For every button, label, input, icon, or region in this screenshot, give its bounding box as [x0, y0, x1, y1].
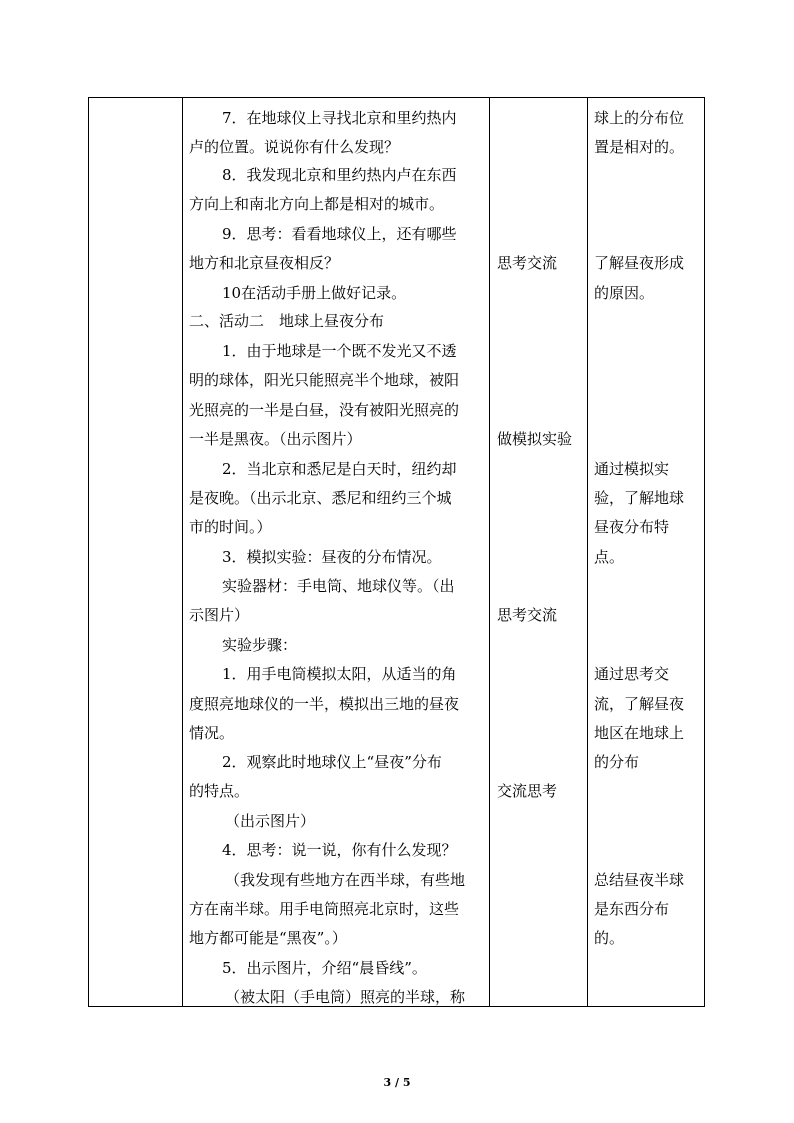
purpose-text: 通过模拟实 [594, 460, 670, 478]
purpose-text: 的分布 [594, 753, 640, 771]
text-line: 1．用手电筒模拟太阳，从适当的角 [222, 665, 457, 683]
text-line: 7．在地球仪上寻找北京和里约热内 [222, 109, 457, 127]
text-line: 2．观察此时地球仪上“昼夜”分布 [222, 753, 442, 771]
activity-text: 交流思考 [497, 782, 558, 800]
text-line: 地方和北京昼夜相反？ [189, 254, 340, 272]
text-line: 明的球体，阳光只能照亮半个地球，被阳 [189, 371, 460, 389]
purpose-text: 验，了解地球 [594, 489, 685, 507]
purpose-text: 通过思考交 [594, 665, 670, 683]
text-line: 10在活动手册上做好记录。 [222, 284, 407, 302]
text-line: （出示图片） [225, 812, 316, 830]
purpose-text: 了解昼夜形成 [594, 254, 685, 272]
text-line: 5．出示图片，介绍“晨昏线”。 [222, 959, 427, 977]
purpose-text: 是东西分布 [594, 900, 670, 918]
purpose-text: 流，了解昼夜 [594, 695, 685, 713]
text-line: 4．思考：说一说，你有什么发现？ [222, 841, 457, 859]
text-line: 光照亮的一半是白昼，没有被阳光照亮的 [189, 401, 460, 419]
column-divider [489, 98, 490, 1006]
text-line: 情况。 [189, 724, 235, 742]
section-heading: 二、活动二 地球上昼夜分布 [189, 312, 385, 330]
text-line: 市的时间。） [189, 518, 272, 536]
text-line: 度照亮地球仪的一半，模拟出三地的昼夜 [189, 695, 460, 713]
text-line: 示图片） [189, 606, 250, 624]
purpose-text: 地区在地球上 [594, 724, 685, 742]
column-divider [182, 98, 183, 1006]
purpose-text: 点。 [594, 548, 625, 566]
text-line: 的特点。 [189, 782, 250, 800]
purpose-text: 置是相对的。 [594, 138, 685, 156]
page-number: 3 / 5 [383, 1076, 411, 1089]
purpose-text: 总结昼夜半球 [594, 871, 685, 889]
purpose-text: 的原因。 [594, 284, 655, 302]
text-line: 2．当北京和悉尼是白天时，纽约却 [222, 460, 457, 478]
text-line: 1．由于地球是一个既不发光又不透 [222, 342, 457, 360]
text-line: 是夜晚。（出示北京、悉尼和纽约三个城 [189, 489, 452, 507]
purpose-text: 的。 [594, 929, 625, 947]
text-line: 一半是黑夜。（出示图片） [189, 430, 362, 448]
text-line: 实验器材：手电筒、地球仪等。（出 [222, 577, 455, 595]
text-line: 9．思考：看看地球仪上，还有哪些 [222, 225, 457, 243]
text-line: 实验步骤： [222, 636, 298, 654]
purpose-text: 昼夜分布特 [594, 518, 670, 536]
text-line: （我发现有些地方在西半球，有些地 [225, 871, 466, 889]
text-line: 方在南半球。用手电筒照亮北京时，这些 [189, 900, 460, 918]
text-line: 3．模拟实验：昼夜的分布情况。 [222, 548, 442, 566]
activity-text: 思考交流 [497, 254, 558, 272]
activity-text: 思考交流 [497, 606, 558, 624]
activity-text: 做模拟实验 [497, 430, 573, 448]
text-line: 地方都可能是“黑夜”。） [189, 929, 347, 947]
text-line: （被太阳（手电筒）照亮的半球，称 [225, 988, 466, 1006]
text-line: 卢的位置。说说你有什么发现？ [189, 138, 400, 156]
lesson-table [88, 97, 705, 1007]
text-line: 8．我发现北京和里约热内卢在东西 [222, 166, 457, 184]
text-line: 方向上和南北方向上都是相对的城市。 [189, 195, 445, 213]
column-divider [587, 98, 588, 1006]
purpose-text: 球上的分布位 [594, 109, 685, 127]
